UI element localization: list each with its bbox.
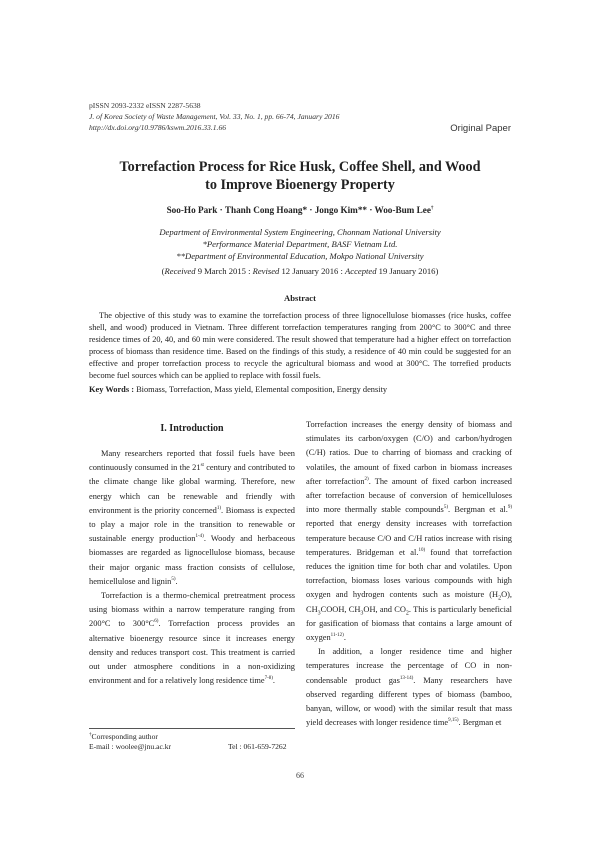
keywords-label: Key Words : (89, 385, 134, 394)
body-column-left (89, 447, 295, 688)
article-type-badge: Original Paper (450, 123, 511, 134)
page-number: 66 (296, 771, 304, 780)
affiliations (60, 226, 540, 262)
issn-line: pISSN 2093-2332 eISSN 2287-5638 (89, 101, 201, 110)
keywords (89, 385, 387, 394)
keywords-list: Biomass, Torrefaction, Mass yield, Elemental composition, Energy density (136, 385, 388, 394)
footnote-divider (89, 728, 295, 729)
affiliation-2: *Performance Material Department, BASF Vietnam Ltd. (202, 239, 398, 249)
section-heading-introduction: I. Introduction (160, 423, 224, 434)
paragraph: Many researchers reported that fossil fuels have been continuously consumed in the 21st century and contributed to the climate change like global warming. Therefore, new energy which can be renewable and friendly with environment is the priority concerned$^{1)}$. Biomass is expected to play a major role in the transition to renewable or sustainable energy production$^{1-4)}$. Woody and herbaceous biomasses are regarded as lignocellulose biomass, because their major organic mass fraction consists of cellulose, hemicellulose and lignin$^{5)}$. (89, 449, 295, 586)
abstract-heading: Abstract (284, 293, 316, 303)
paragraph: Torrefaction is a thermo-chemical pretreatment process using biomass within a narrow temperature ranging from 200°C to $300^\circ C^{6)}$. Torrefaction process provides an alternative bioenergy resource since it increases energy density and reduces transport cost. This treatment is carried out under atmosphere conditions in a non-oxidizing environment and for a relatively long residence time$^{7-8)}$. (89, 591, 295, 686)
footnote-corresponding: †Corresponding author (89, 732, 158, 741)
journal-citation: J. of Korea Society of Waste Management, Vol. 33, No. 1, pp. 66-74, January 2016 (89, 112, 340, 121)
paragraph: Torrefaction increases the energy density of biomass and stimulates its carbon/oxygen (C/O) and carbon/hydrogen (C/H) ratios. Due to charring of biomass and cracking of volatiles, the amount of fixed carbon in biomass increases after torrefaction$^{2)}$. The amount of fixed carbon increased after torrefaction because of conversion of hemicelluloses into more thermally stable compounds$^{5)}$. Bergman et al.$^{9)}$ reported that energy density increases with torrefaction temperature because C/O and C/H ratios increase with rising temperatures. Bridgeman et al.$^{10)}$ found that torrefaction reduces the ignition time for both char and volatiles. Upon torrefaction, biomass loses various compounds with high oxygen and hydrogen contents such as moisture $(H_2O)$, $CH_3COOH$, $CH_3OH$, and $CO_2$. This is particularly beneficial for gasification of biomass that contains a large amount of oxygen$^{11-12)}$. (306, 420, 513, 643)
affiliation-3: **Department of Environmental Education, Mokpo National University (176, 251, 424, 261)
footnote-tel: Tel : 061-659-7262 (228, 742, 287, 751)
corresponding-mark: † (430, 205, 434, 211)
footnote-email[interactable]: E-mail : woolee@jnu.ac.kr (89, 742, 172, 751)
abstract-text: The objective of this study was to examine the torrefaction process of three lignocellulose biomasses (rice husks, coffee shell, and wood) produced in Vietnam. Three different torrefaction temperatures ranging from 200°C to 300°C and three residence times of 20, 40, and 60 min were considered. The result showed that temperature had a higher effect on torrefaction process of biomass than residence time. Based on the findings of this study, a residence of 40 min could be suggested for an effective and proper torrefaction process to recycle the agricultural biomass and wood at 300°C. The torrefied products become fuel sources which can be applied to replace with fossil fuels. (89, 311, 511, 381)
affiliation-1: Department of Environmental System Engineering, Chonnam National University (159, 227, 441, 237)
paper-title (60, 158, 540, 194)
author-list: Soo-Ho Park · Thanh Cong Hoang* · Jongo Kim** · Woo-Bum Lee† (166, 205, 434, 215)
title-line-2: to Improve Bioenergy Property (205, 177, 395, 193)
submission-dates: (Received 9 March 2015 : Revised 12 January 2016 : Accepted 19 January 2016) (161, 266, 439, 276)
paragraph: In addition, a longer residence time and higher temperatures increase the percentage of CO in non-condensable product gas$^{13-14)}$. Many researchers have observed regarding different types of biomass (bamboo, banyan, willow, or wood) with the similar result that mass yield decreases with longer residence time$^{9,15)}$. Bergman et (306, 647, 512, 728)
body-column-right (306, 418, 512, 730)
title-line-1: Torrefaction Process for Rice Husk, Coffee Shell, and Wood (119, 159, 481, 175)
doi-link[interactable]: http://dx.doi.org/10.9786/kswm.2016.33.1.66 (89, 123, 227, 132)
